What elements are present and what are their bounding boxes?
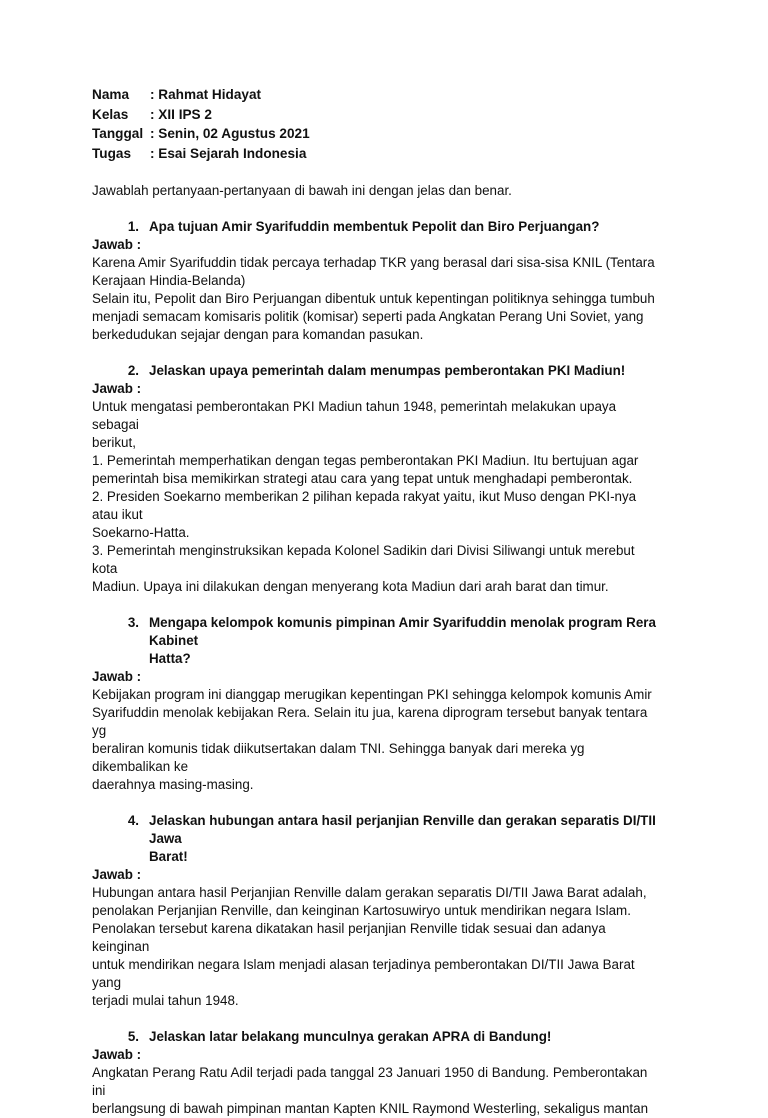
question-block bbox=[92, 614, 658, 794]
answer-label: Jawab : bbox=[92, 669, 142, 684]
answer-line: terjadi mulai tahun 1948. bbox=[92, 993, 239, 1008]
answer-line: berkedudukan sejajar dengan para komandan pasukan. bbox=[92, 327, 424, 342]
question-spacer bbox=[92, 794, 658, 812]
answer-line: pemerintah bisa memikirkan strategi atau cara yang tepat untuk menghadapi pemberontak. bbox=[92, 471, 633, 486]
answer-line: menjadi semacam komisaris politik (komisar) seperti pada Angkatan Perang Uni Soviet, yang bbox=[92, 309, 644, 324]
question-title bbox=[92, 1028, 658, 1046]
info-label: Kelas bbox=[92, 106, 129, 122]
question-spacer bbox=[92, 596, 658, 614]
question-block bbox=[92, 362, 658, 596]
answer-label: Jawab : bbox=[92, 1047, 142, 1062]
info-value: : Esai Sejarah Indonesia bbox=[150, 145, 307, 161]
question-text bbox=[139, 362, 658, 380]
info-value: : Senin, 02 Agustus 2021 bbox=[150, 126, 310, 141]
answer-line: Hubungan antara hasil Perjanjian Renville dalam gerakan separatis DI/TII Jawa Barat adalah, bbox=[92, 885, 647, 900]
answer-line: Kebijakan program ini dianggap merugikan kepentingan PKI sehingga kelompok komunis Amir bbox=[92, 687, 652, 702]
question-number: 5. bbox=[127, 1029, 139, 1044]
info-value: : XII IPS 2 bbox=[150, 106, 212, 122]
question-title bbox=[92, 812, 658, 866]
question-text-line: Barat! bbox=[149, 849, 188, 864]
question-text-line: Apa tujuan Amir Syarifuddin membentuk Pepolit dan Biro Perjuangan? bbox=[149, 219, 600, 234]
answer-line: Penolakan tersebut karena dikatakan hasil perjanjian Renville tidak sesuai dan adanya keinginan bbox=[92, 921, 606, 954]
question-text-line: Jelaskan latar belakang munculnya gerakan APRA di Bandung! bbox=[149, 1029, 552, 1044]
question-text-line: Jelaskan upaya pemerintah dalam menumpas pemberontakan PKI Madiun! bbox=[149, 363, 626, 378]
question-text bbox=[139, 218, 658, 236]
question-title bbox=[92, 362, 658, 380]
info-label: Nama bbox=[92, 87, 130, 102]
answer-label: Jawab : bbox=[92, 237, 142, 252]
answer-line: beraliran komunis tidak diikutsertakan dalam TNI. Sehingga banyak dari mereka yg dikembalikan ke bbox=[92, 741, 585, 774]
question-block bbox=[92, 1028, 658, 1118]
question-number: 4. bbox=[127, 813, 139, 828]
answer-line: Madiun. Upaya ini dilakukan dengan menyerang kota Madiun dari arah barat dan timur. bbox=[92, 579, 609, 594]
info-row-kelas bbox=[92, 106, 310, 126]
question-block bbox=[92, 812, 658, 1010]
question-block bbox=[92, 218, 658, 344]
answer-line: Angkatan Perang Ratu Adil terjadi pada tanggal 23 Januari 1950 di Bandung. Pemberontakan ini bbox=[92, 1065, 648, 1098]
question-spacer bbox=[92, 344, 658, 362]
answer-line: 2. Presiden Soekarno memberikan 2 pilihan kepada rakyat yaitu, ikut Muso dengan PKI-nya atau ikut bbox=[92, 489, 637, 522]
answer-line: Soekarno-Hatta. bbox=[92, 525, 190, 540]
student-info-table bbox=[92, 86, 310, 164]
question-text-line: Jelaskan hubungan antara hasil perjanjian Renville dan gerakan separatis DI/TII Jawa bbox=[149, 813, 656, 846]
answer-line: Syarifuddin menolak kebijakan Rera. Selain itu jua, karena diprogram tersebut banyak tentara yg bbox=[92, 705, 648, 738]
answer-line: untuk mendirikan negara Islam menjadi alasan terjadinya pemberontakan DI/TII Jawa Barat yang bbox=[92, 957, 635, 990]
questions-list bbox=[92, 218, 658, 1118]
question-number: 3. bbox=[127, 615, 139, 630]
question-text bbox=[139, 812, 658, 866]
question-text bbox=[139, 614, 658, 668]
answer-line: Karena Amir Syarifuddin tidak percaya terhadap TKR yang berasal dari sisa-sisa KNIL (Tentara bbox=[92, 255, 655, 270]
answer-line: 3. Pemerintah menginstruksikan kepada Kolonel Sadikin dari Divisi Siliwangi untuk merebut kota bbox=[92, 543, 635, 576]
answer-line: Untuk mengatasi pemberontakan PKI Madiun tahun 1948, pemerintah melakukan upaya sebagai bbox=[92, 399, 617, 432]
question-title bbox=[92, 218, 658, 236]
answer-line: Selain itu, Pepolit dan Biro Perjuangan dibentuk untuk kepentingan politiknya sehingga tumbuh bbox=[92, 291, 655, 306]
info-value: : Rahmat Hidayat bbox=[150, 87, 262, 102]
answer-line: berlangsung di bawah pimpinan mantan Kapten KNIL Raymond Westerling, sekaligus mantan bbox=[92, 1101, 649, 1116]
info-row-tanggal bbox=[92, 125, 310, 145]
answer-line: daerahnya masing-masing. bbox=[92, 777, 254, 792]
info-row-tugas bbox=[92, 145, 310, 165]
info-label: Tanggal bbox=[92, 126, 144, 141]
info-row-nama bbox=[92, 86, 310, 106]
info-label: Tugas bbox=[92, 145, 132, 161]
question-text bbox=[139, 1028, 658, 1046]
question-text-line: Hatta? bbox=[149, 651, 191, 666]
answer-line: 1. Pemerintah memperhatikan dengan tegas pemberontakan PKI Madiun. Itu bertujuan agar bbox=[92, 453, 639, 468]
answer-line: Kerajaan Hindia-Belanda) bbox=[92, 273, 246, 288]
answer-label: Jawab : bbox=[92, 867, 142, 882]
answer-line: penolakan Perjanjian Renville, dan keinginan Kartosuwiryo untuk mendirikan negara Islam. bbox=[92, 903, 631, 918]
answer-line: berikut, bbox=[92, 435, 136, 450]
question-number: 1. bbox=[127, 219, 139, 234]
question-title bbox=[92, 614, 658, 668]
question-spacer bbox=[92, 1010, 658, 1028]
question-text-line: Mengapa kelompok komunis pimpinan Amir Syarifuddin menolak program Rera Kabinet bbox=[149, 615, 656, 648]
instruction-text: Jawablah pertanyaan-pertanyaan di bawah ini dengan jelas dan benar. bbox=[92, 183, 512, 198]
question-number: 2. bbox=[127, 363, 139, 378]
answer-label: Jawab : bbox=[92, 381, 142, 396]
